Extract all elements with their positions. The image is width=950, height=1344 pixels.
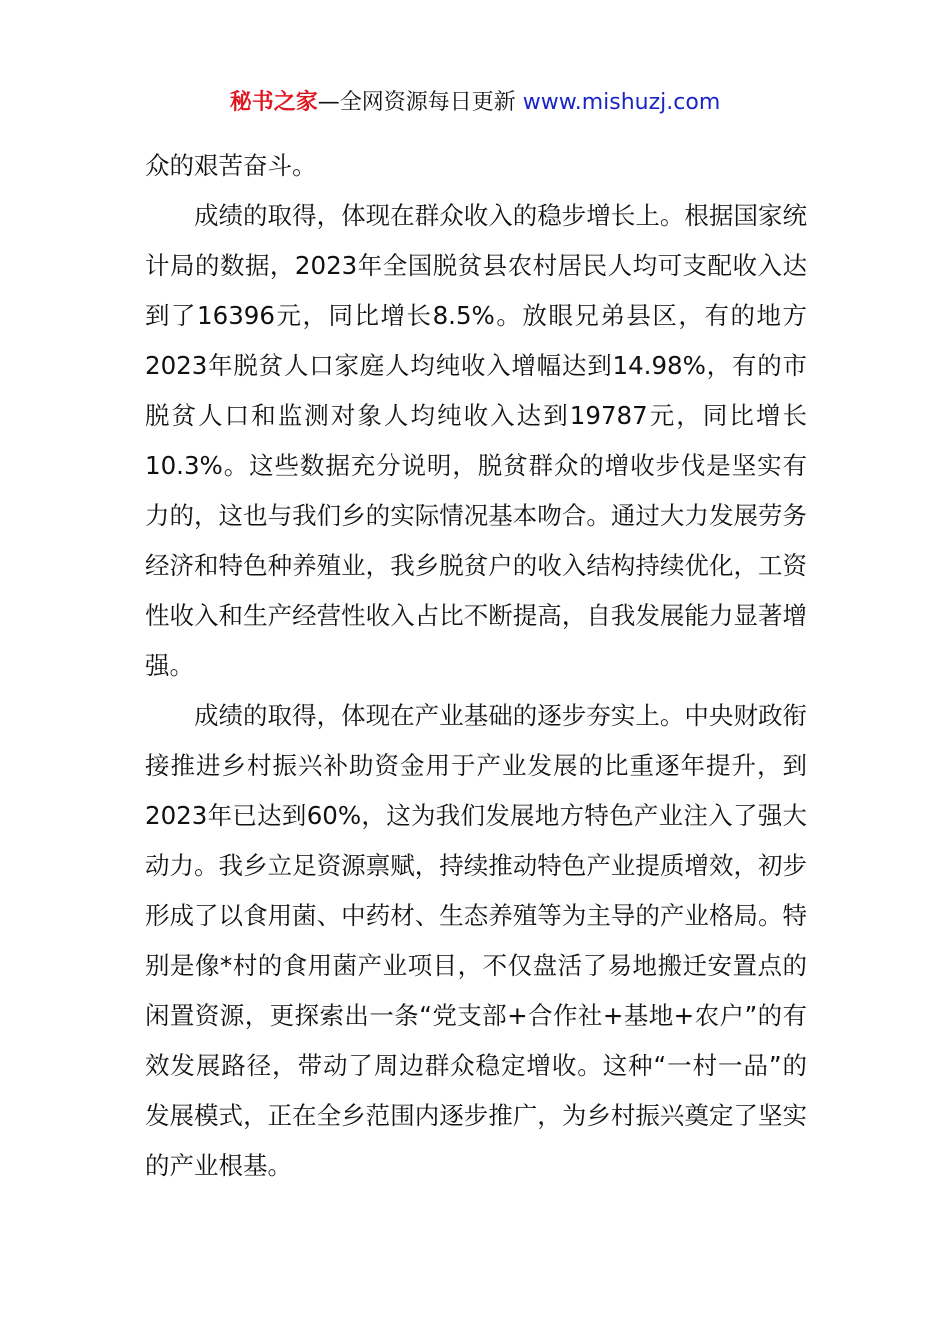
page-header: [0, 88, 950, 118]
document-body: [145, 141, 807, 1191]
paragraph-industry-foundation: 成绩的取得，体现在产业基础的逐步夯实上。中央财政衔接推进乡村振兴补助资金用于产业发展的比重逐年提升，到2023年已达到60%，这为我们发展地方特色产业注入了强大动力。我乡立足资源禀赋，持续推动特色产业提质增效，初步形成了以食用菌、中药材、生态养殖等为主导的产业格局。特别是像*村的食用菌产业项目，不仅盘活了易地搬迁安置点的闲置资源，更探索出一条“党支部+合作社+基地+农户”的有效发展路径，带动了周边群众稳定增收。这种“一村一品”的发展模式，正在全乡范围内逐步推广，为乡村振兴奠定了坚实的产业根基。: [145, 701, 807, 1180]
header-brand: 秘书之家: [229, 90, 318, 115]
header-url[interactable]: www.mishuzj.com: [522, 90, 721, 115]
paragraph-income-growth: 成绩的取得，体现在群众收入的稳步增长上。根据国家统计局的数据，2023年全国脱贫县农村居民人均可支配收入达到了16396元，同比增长8.5%。放眼兄弟县区，有的地方2023年脱贫人口家庭人均纯收入增幅达到14.98%，有的市脱贫人口和监测对象人均纯收入达到19787元，同比增长10.3%。这些数据充分说明，脱贫群众的增收步伐是坚实有力的，这也与我们乡的实际情况基本吻合。通过大力发展劳务经济和特色种养殖业，我乡脱贫户的收入结构持续优化，工资性收入和生产经营性收入占比不断提高，自我发展能力显著增强。: [145, 201, 807, 680]
paragraph-continuation: 众的艰苦奋斗。: [145, 151, 317, 180]
header-tagline: —全网资源每日更新: [317, 90, 523, 115]
